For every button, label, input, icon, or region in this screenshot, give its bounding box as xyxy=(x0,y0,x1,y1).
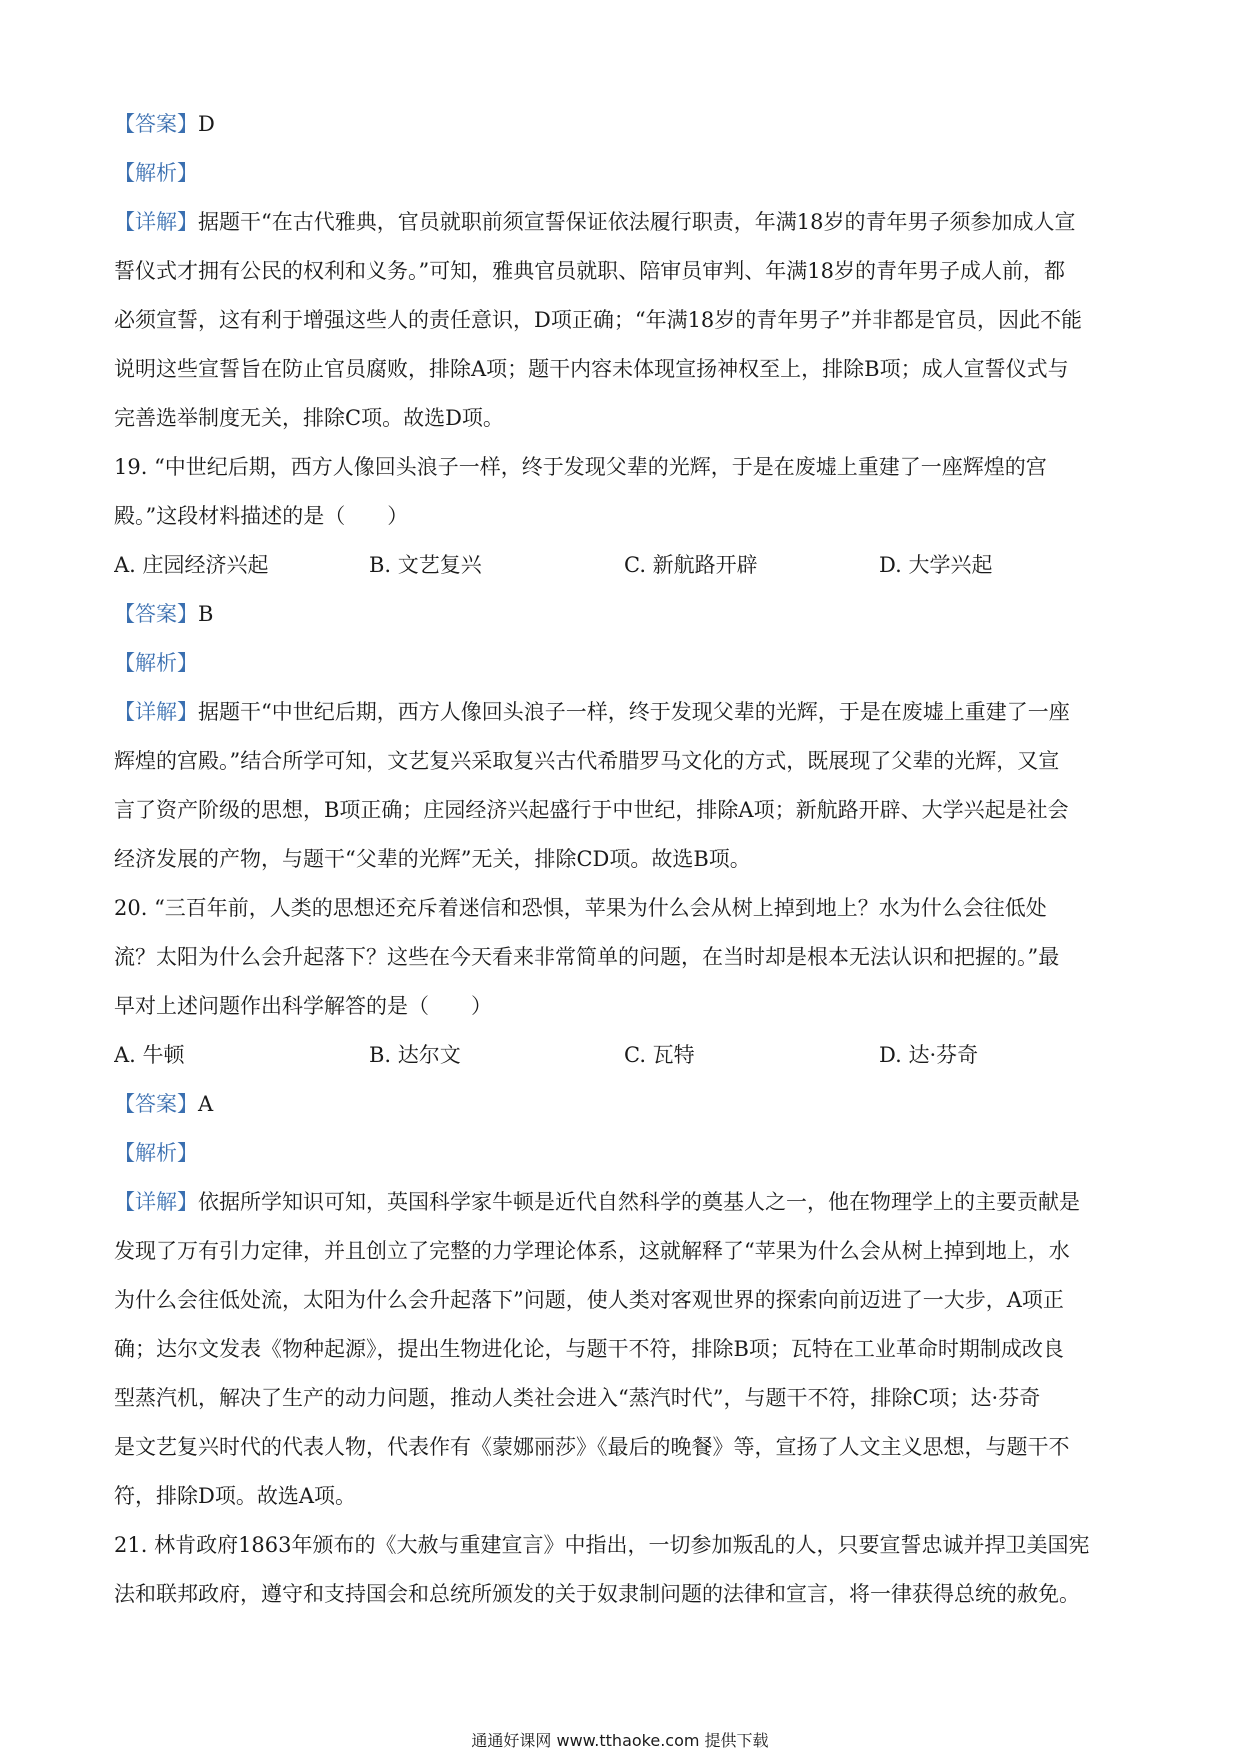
detail-line: 言了资产阶级的思想，B项正确；庄园经济兴起盛行于中世纪，排除A项；新航路开辟、大学兴起是社会 xyxy=(114,798,1069,822)
detail-line: 确；达尔文发表《物种起源》，提出生物进化论，与题干不符，排除B项；瓦特在工业革命时期制成改良 xyxy=(114,1337,1064,1361)
answer-tag: 【答案】 xyxy=(114,1092,198,1116)
analysis-line xyxy=(114,149,1134,198)
option-c: C. 新航路开辟 xyxy=(624,553,758,577)
detail-line: 经济发展的产物，与题干“父辈的光辉”无关，排除CD项。故选B项。 xyxy=(114,847,751,871)
detail-tag: 【详解】 xyxy=(114,700,198,724)
option-b: B. 达尔文 xyxy=(369,1043,461,1067)
detail-line: 完善选举制度无关，排除C项。故选D项。 xyxy=(114,406,504,430)
page-footer: 通通好课网 www.tthaoke.com 提供下载 xyxy=(471,1731,769,1750)
answer-tag: 【答案】 xyxy=(114,602,198,626)
analysis-line xyxy=(114,1129,1134,1178)
question-stem: 殿。”这段材料描述的是（ ） xyxy=(114,504,409,528)
analysis-tag: 【解析】 xyxy=(114,161,198,185)
answer-line xyxy=(114,1080,1134,1129)
detail-line: 必须宣誓，这有利于增强这些人的责任意识，D项正确；“年满18岁的青年男子”并非都是官员，因此不能 xyxy=(114,308,1083,332)
question-stem: 流？太阳为什么会升起落下？这些在今天看来非常简单的问题，在当时却是根本无法认识和把握的。”最 xyxy=(114,945,1060,969)
question-stem: 19. “中世纪后期，西方人像回头浪子一样，终于发现父辈的光辉，于是在废墟上重建了一座辉煌的宫 xyxy=(114,455,1047,479)
options-row xyxy=(114,1031,1134,1080)
analysis-line xyxy=(114,639,1134,688)
option-a: A. 庄园经济兴起 xyxy=(114,553,269,577)
detail-line: 发现了万有引力定律，并且创立了完整的力学理论体系，这就解释了“苹果为什么会从树上掉到地上，水 xyxy=(114,1239,1070,1263)
answer-value: B xyxy=(198,602,214,626)
detail-line xyxy=(114,688,1134,737)
option-d: D. 达·芬奇 xyxy=(879,1043,979,1067)
detail-text: 据题干“中世纪后期，西方人像回头浪子一样，终于发现父辈的光辉，于是在废墟上重建了一座 xyxy=(198,700,1070,724)
detail-line: 是文艺复兴时代的代表人物，代表作有《蒙娜丽莎》《最后的晚餐》等，宣扬了人文主义思想，与题干不 xyxy=(114,1435,1070,1459)
question-stem: 20. “三百年前，人类的思想还充斥着迷信和恐惧，苹果为什么会从树上掉到地上？水为什么会往低处 xyxy=(114,896,1047,920)
option-b: B. 文艺复兴 xyxy=(369,553,482,577)
detail-line xyxy=(114,1178,1134,1227)
detail-line: 符，排除D项。故选A项。 xyxy=(114,1484,357,1508)
analysis-tag: 【解析】 xyxy=(114,1141,198,1165)
answer-value: D xyxy=(198,112,215,136)
detail-line xyxy=(114,198,1134,247)
detail-line: 辉煌的宫殿。”结合所学可知，文艺复兴采取复兴古代希腊罗马文化的方式，既展现了父辈的光辉，又宣 xyxy=(114,749,1060,773)
options-row xyxy=(114,541,1134,590)
answer-line xyxy=(114,590,1134,639)
detail-line: 为什么会往低处流，太阳为什么会升起落下”问题，使人类对客观世界的探索向前迈进了一大步，A项正 xyxy=(114,1288,1064,1312)
detail-text: 据题干“在古代雅典，官员就职前须宣誓保证依法履行职责，年满18岁的青年男子须参加成人宣 xyxy=(198,210,1076,234)
answer-tag: 【答案】 xyxy=(114,112,198,136)
question-stem: 法和联邦政府，遵守和支持国会和总统所颁发的关于奴隶制问题的法律和宣言，将一律获得总统的赦免。 xyxy=(114,1582,1080,1606)
detail-text: 依据所学知识可知，英国科学家牛顿是近代自然科学的奠基人之一，他在物理学上的主要贡献是 xyxy=(198,1190,1080,1214)
detail-line: 说明这些宣誓旨在防止官员腐败，排除A项；题干内容未体现宣扬神权至上，排除B项；成人宣誓仪式与 xyxy=(114,357,1069,381)
analysis-tag: 【解析】 xyxy=(114,651,198,675)
answer-value: A xyxy=(198,1092,214,1116)
question-stem: 早对上述问题作出科学解答的是（ ） xyxy=(114,994,492,1018)
detail-tag: 【详解】 xyxy=(114,210,198,234)
document-page xyxy=(114,100,1134,1619)
detail-tag: 【详解】 xyxy=(114,1190,198,1214)
question-stem: 21. 林肯政府1863年颁布的《大赦与重建宣言》中指出，一切参加叛乱的人，只要宣誓忠诚并捍卫美国宪 xyxy=(114,1533,1090,1557)
detail-line: 誓仪式才拥有公民的权利和义务。”可知，雅典官员就职、陪审员审判、年满18岁的青年男子成人前，都 xyxy=(114,259,1065,283)
option-a: A. 牛顿 xyxy=(114,1043,185,1067)
option-d: D. 大学兴起 xyxy=(879,553,993,577)
detail-line: 型蒸汽机，解决了生产的动力问题，推动人类社会进入“蒸汽时代”，与题干不符，排除C项；达·芬奇 xyxy=(114,1386,1041,1410)
option-c: C. 瓦特 xyxy=(624,1043,695,1067)
answer-line xyxy=(114,100,1134,149)
